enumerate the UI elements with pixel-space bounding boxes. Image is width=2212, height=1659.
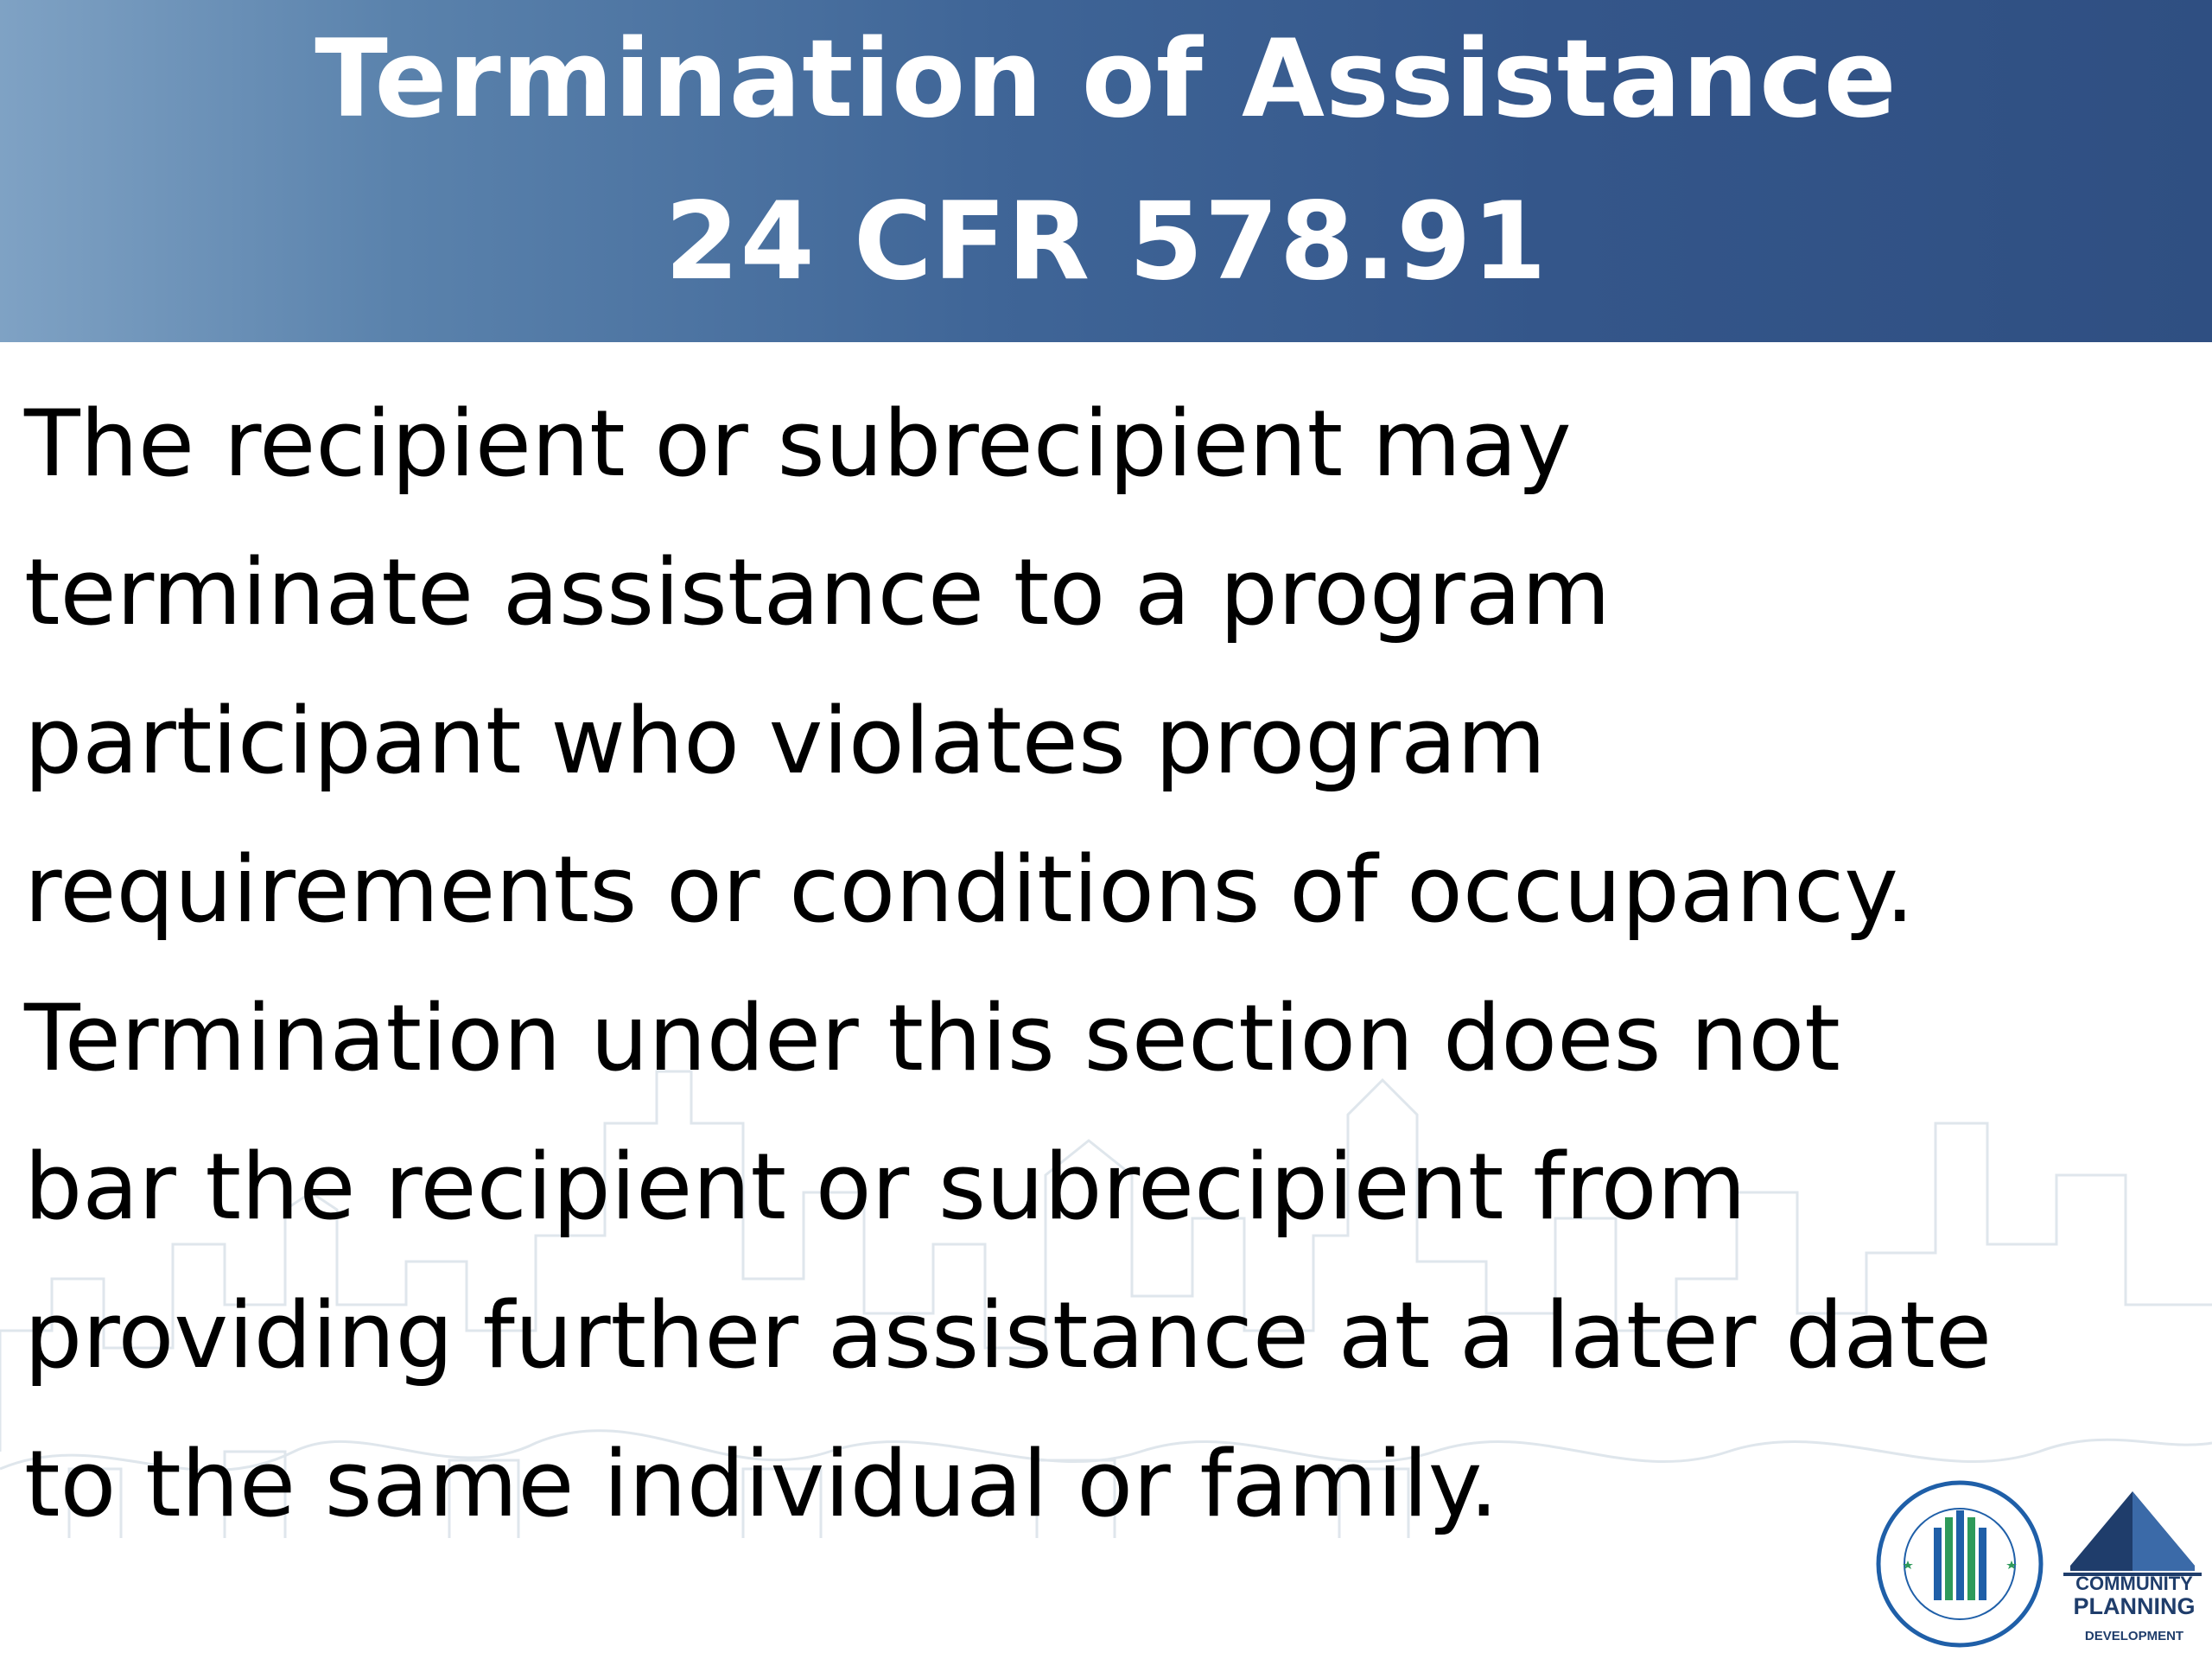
- slide-body: [24, 370, 2184, 1559]
- body-line: to the same individual or family.: [24, 1431, 1499, 1537]
- body-line: Termination under this section does not: [24, 985, 1840, 1091]
- slide-title: Termination of Assistance: [315, 17, 1897, 142]
- title-bar: [0, 0, 2212, 342]
- body-line: The recipient or subrecipient may: [24, 391, 1572, 497]
- body-line: providing further assistance at a later date: [24, 1282, 1993, 1389]
- cpd-house-icon: [2063, 1479, 2202, 1649]
- body-line: participant who violates program: [24, 688, 1547, 794]
- slide-subtitle-citation: 24 CFR 578.91: [664, 180, 1548, 304]
- cpd-logo-line2: PLANNING: [2073, 1593, 2196, 1619]
- hud-seal-icon: [1873, 1478, 2046, 1650]
- cpd-logo-line3: DEVELOPMENT: [2084, 1629, 2184, 1643]
- cpd-logo-line1: COMMUNITY: [2075, 1573, 2193, 1594]
- body-line: bar the recipient or subrecipient from: [24, 1134, 1746, 1240]
- body-line: terminate assistance to a program: [24, 539, 1611, 645]
- body-line: requirements or conditions of occupancy.: [24, 836, 1915, 943]
